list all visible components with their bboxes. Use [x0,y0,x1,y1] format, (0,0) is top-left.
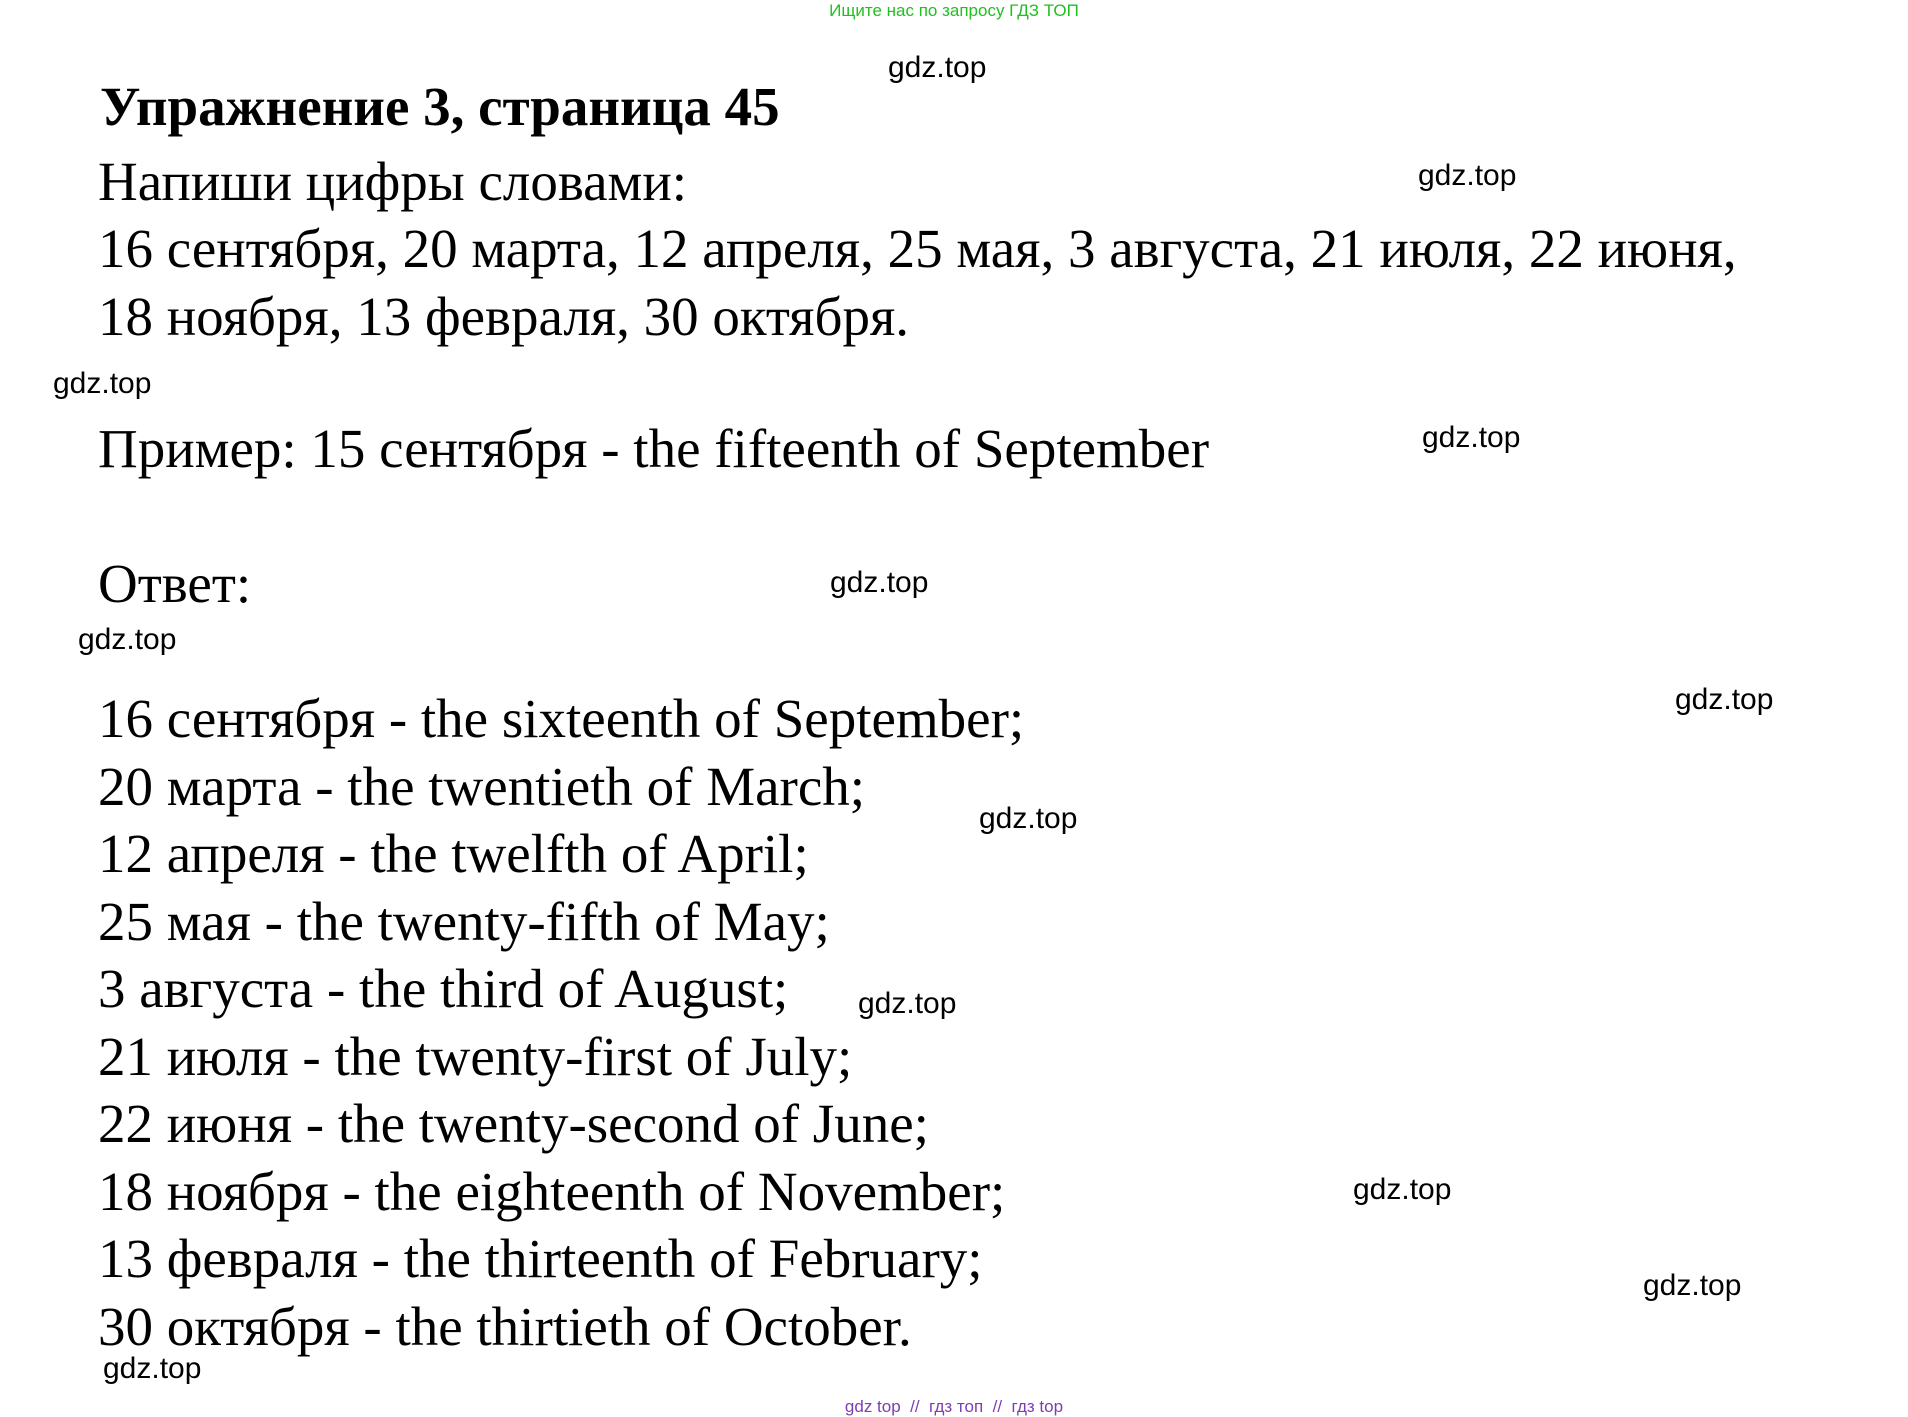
answer-line: 3 августа - the third of August; [98,958,789,1019]
watermark: gdz.top [78,623,177,656]
watermark: gdz.top [858,987,957,1020]
answer-line: 16 сентября - the sixteenth of September; [98,688,1025,749]
task-line-1: 16 сентября, 20 марта, 12 апреля, 25 мая, 3 августа, 21 июля, 22 июня, [98,218,1737,279]
footer-link-gdz-top-mixed[interactable]: гдз top [1011,1397,1064,1416]
watermark: gdz.top [53,367,152,400]
watermark: gdz.top [1675,683,1774,716]
answer-line: 20 марта - the twentieth of March; [98,756,866,817]
watermark: gdz.top [103,1352,202,1385]
answer-label: Ответ: [98,553,252,614]
answer-line: 22 июня - the twenty-second of June; [98,1093,929,1154]
footer-link-gdz-top-ru[interactable]: гдз топ [929,1397,984,1416]
footer-link-gdz-top[interactable]: gdz top [844,1397,901,1416]
answer-line: 18 ноября - the eighteenth of November; [98,1161,1006,1222]
footer-separator: // [910,1397,920,1416]
footer-separator: // [992,1397,1003,1416]
watermark: gdz.top [1353,1173,1452,1206]
task-line-2: 18 ноября, 13 февраля, 30 октября. [98,286,910,347]
top-banner: Ищите нас по запросу ГДЗ ТОП [829,1,1079,20]
watermark: gdz.top [888,51,987,84]
answer-line: 25 мая - the twenty-fifth of May; [98,891,830,952]
watermark: gdz.top [1643,1269,1742,1302]
answer-line: 21 июля - the twenty-first of July; [98,1026,853,1087]
watermark: gdz.top [830,566,929,599]
watermark: gdz.top [979,802,1078,835]
task-instruction: Напиши цифры словами: [98,151,688,212]
watermark: gdz.top [1418,159,1517,192]
answer-line: 12 апреля - the twelfth of April; [98,823,809,884]
footer-links [0,1396,1908,1417]
answer-line: 13 февраля - the thirteenth of February; [98,1228,983,1289]
exercise-title: Упражнение 3, страница 45 [100,76,780,137]
watermark: gdz.top [1422,421,1521,454]
answer-line: 30 октября - the thirtieth of October. [98,1296,912,1357]
example-line: Пример: 15 сентября - the fifteenth of September [98,418,1210,479]
